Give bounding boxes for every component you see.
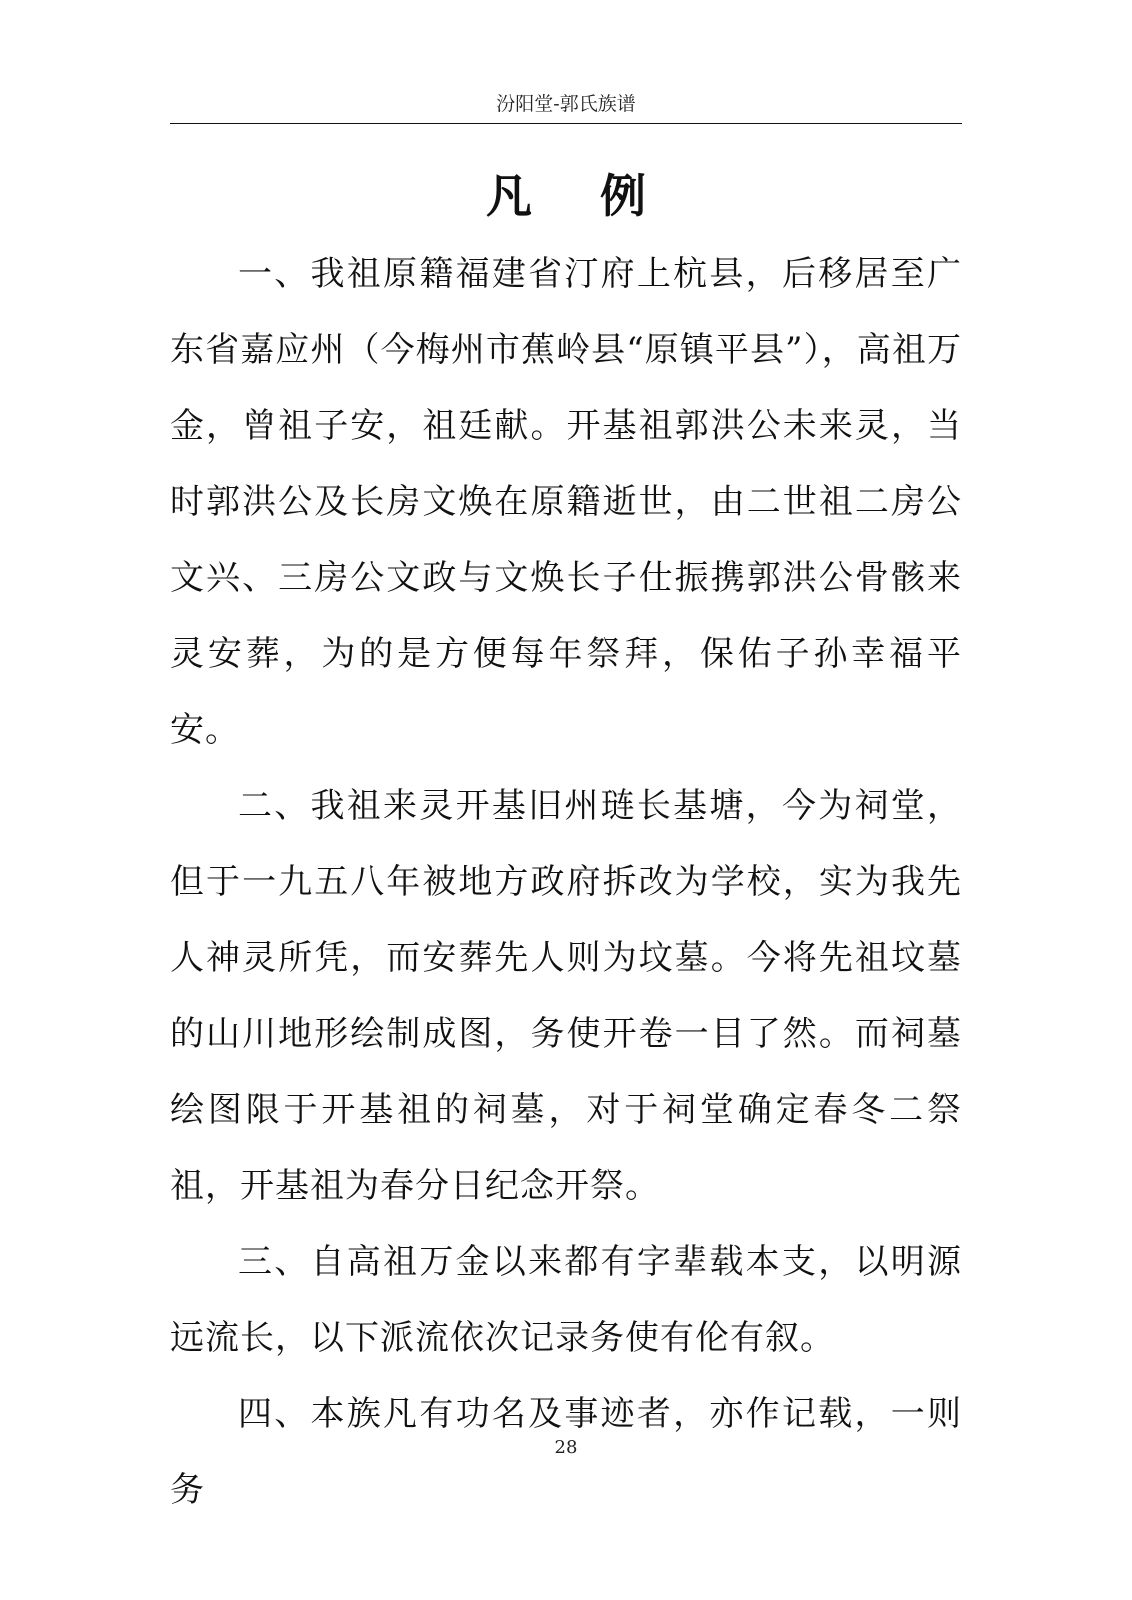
- header-divider: [170, 123, 962, 124]
- paragraph-1: 一、我祖原籍福建省汀府上杭县，后移居至广东省嘉应州（今梅州市蕉岭县“原镇平县”），高祖万金，曾祖子安，祖廷献。开基祖郭洪公未来灵，当时郭洪公及长房文焕在原籍逝世，由二世祖二房公文兴、三房公文政与文焕长子仕振携郭洪公骨骸来灵安葬，为的是方便每年祭拜，保佑子孙幸福平安。: [170, 254, 962, 750]
- page-number: 28: [554, 1437, 578, 1458]
- paragraph-4: 四、本族凡有功名及事迹者，亦作记载，一则务: [170, 1394, 962, 1510]
- running-header: 汾阳堂-郭氏族谱: [496, 93, 636, 115]
- paragraph-3: 三、自高祖万金以来都有字辈载本支，以明源远流长，以下派流依次记录务使有伦有叙。: [170, 1242, 962, 1358]
- page-title: 凡 例: [485, 169, 672, 223]
- paragraph-2: 二、我祖来灵开基旧州琏长基塘，今为祠堂，但于一九五八年被地方政府拆改为学校，实为我先人神灵所凭，而安葬先人则为坟墓。今将先祖坟墓的山川地形绘制成图，务使开卷一目了然。而祠墓绘图限于开基祖的祠墓，对于祠堂确定春冬二祭祖，开基祖为春分日纪念开祭。: [170, 786, 962, 1206]
- document-body: [170, 236, 962, 1528]
